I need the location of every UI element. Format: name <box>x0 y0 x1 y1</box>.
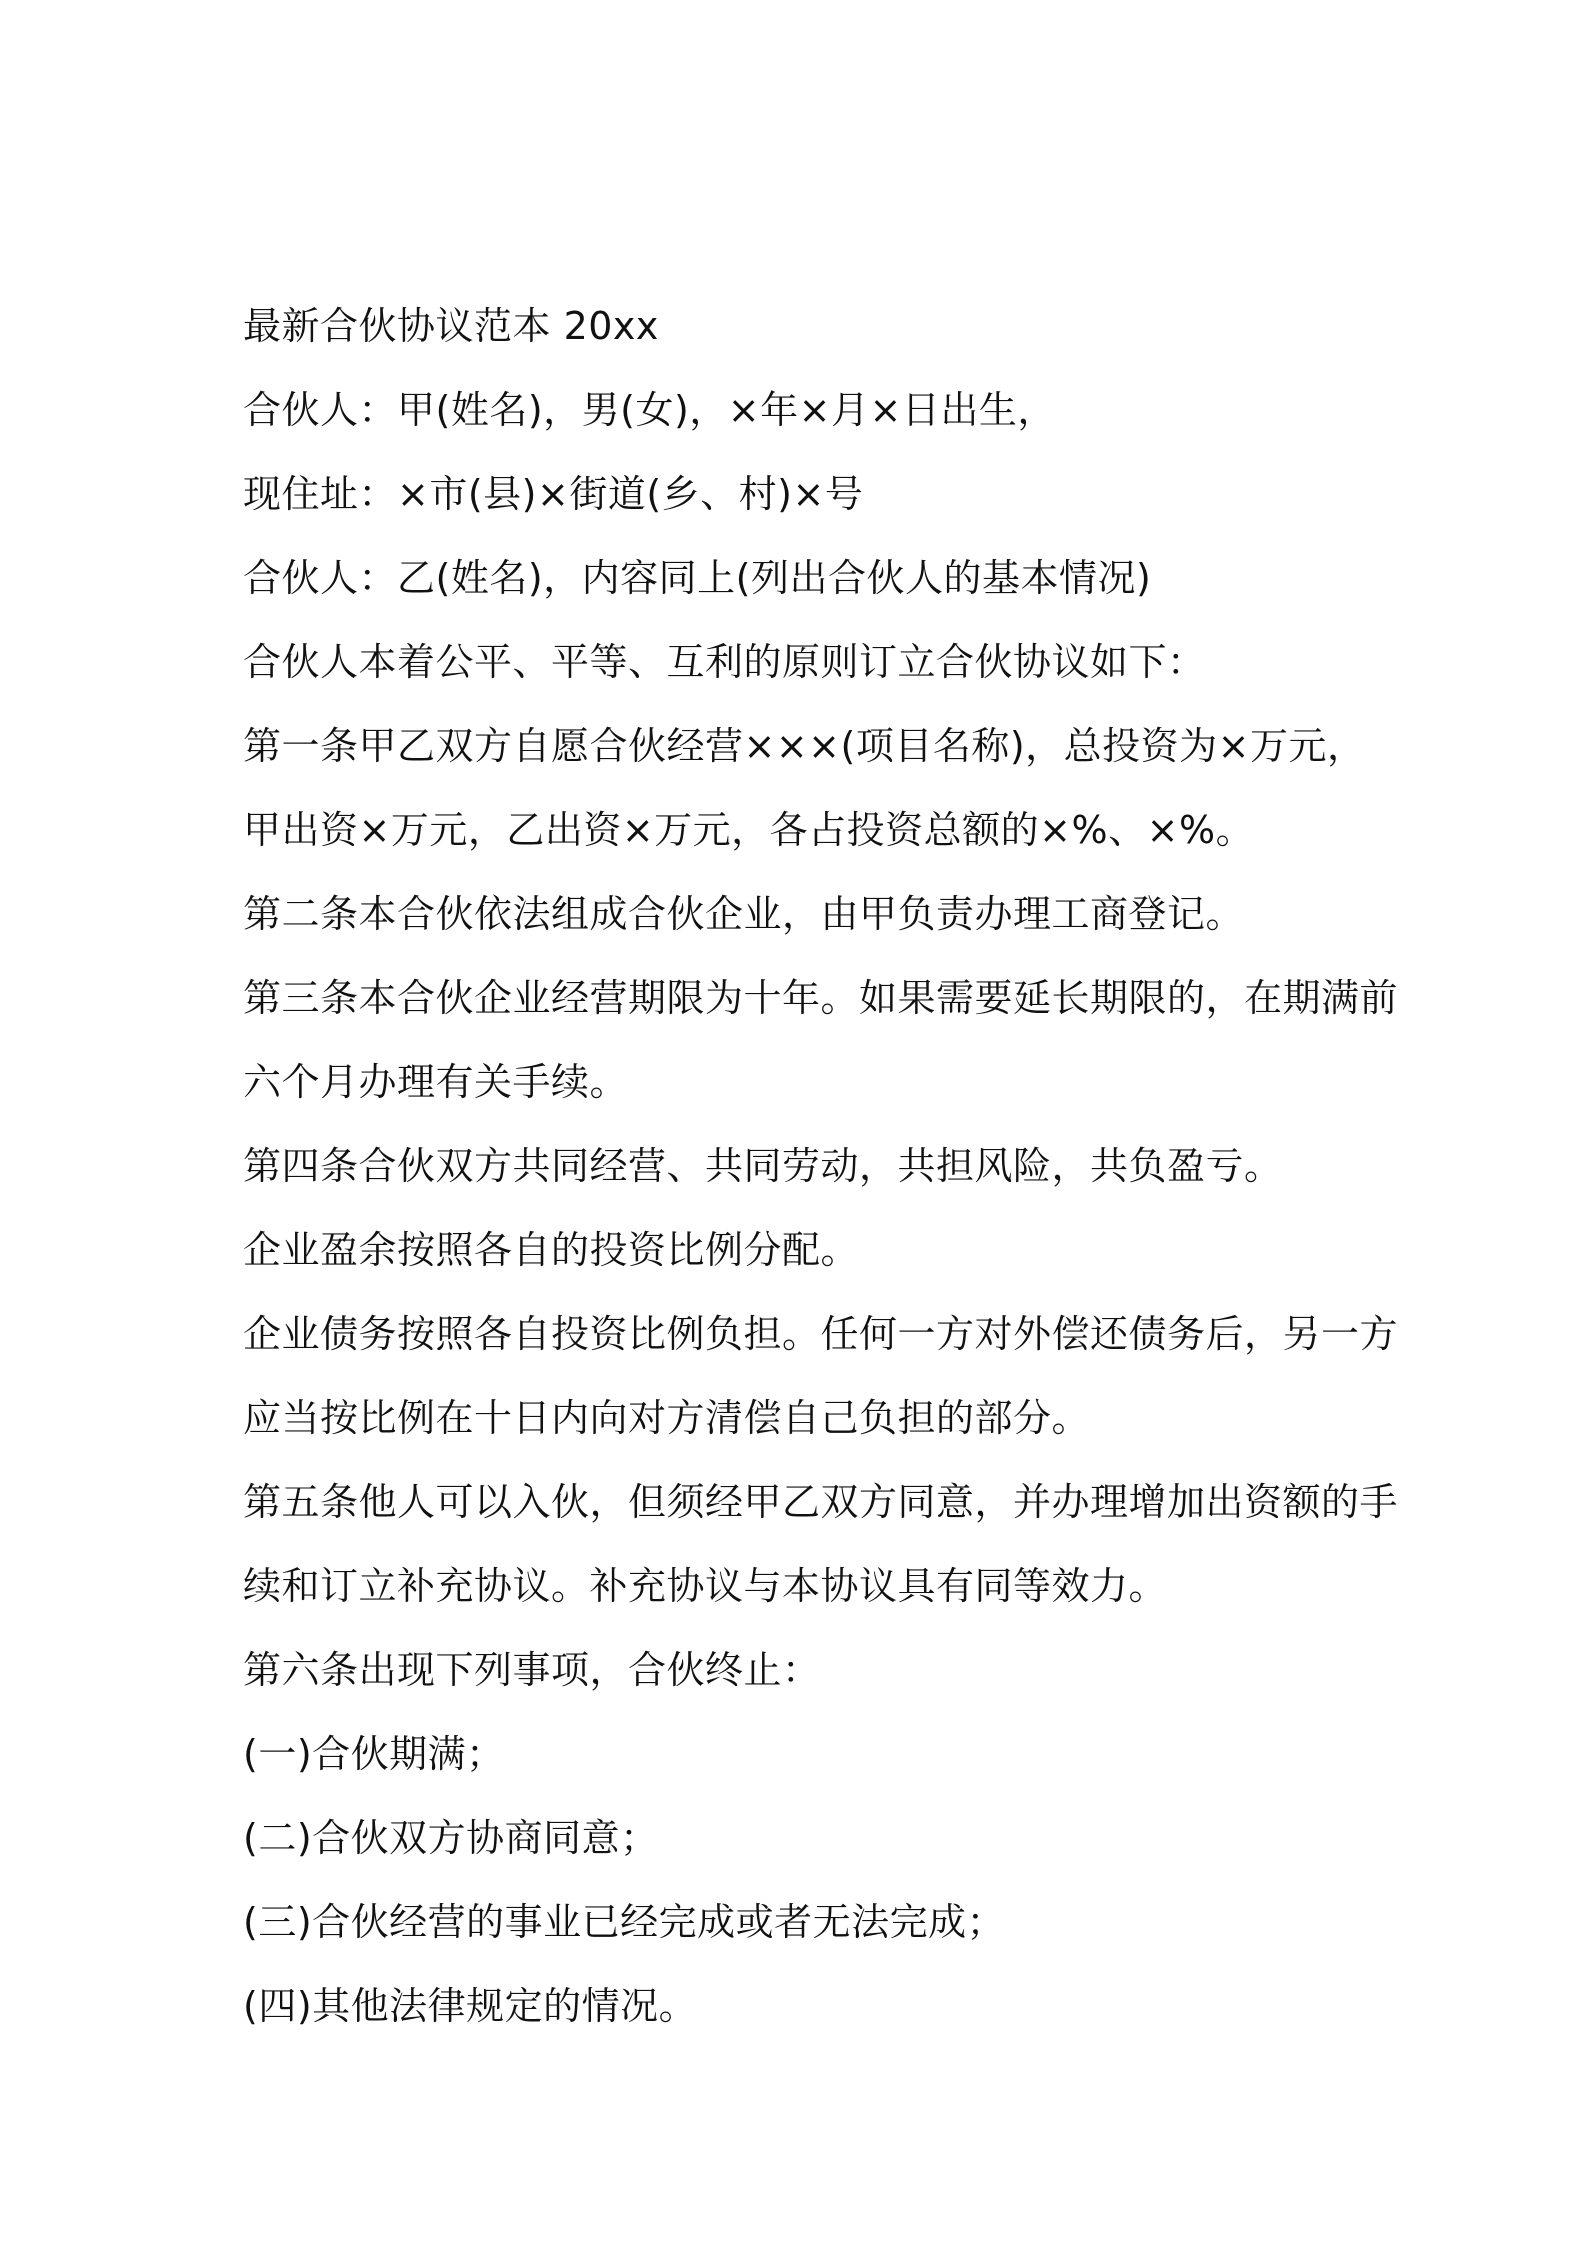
termination-item-4: (四)其他法律规定的情况。 <box>243 1984 698 2028</box>
article-4: 第四条合伙双方共同经营、共同劳动，共担风险，共负盈亏。 <box>243 1144 1283 1188</box>
partner-b-info: 合伙人：乙(姓名)，内容同上(列出合伙人的基本情况) <box>243 556 1152 600</box>
article-6: 第六条出现下列事项，合伙终止： <box>243 1648 821 1692</box>
document-body <box>243 284 1399 2048</box>
partner-a-address: 现住址：×市(县)×街道(乡、村)×号 <box>243 472 864 516</box>
partner-a-info: 合伙人：甲(姓名)，男(女)，×年×月×日出生， <box>243 388 1056 432</box>
article-2: 第二条本合伙依法组成合伙企业，由甲负责办理工商登记。 <box>243 892 1245 936</box>
article-1-line-1: 第一条甲乙双方自愿合伙经营×××(项目名称)，总投资为×万元， <box>243 724 1366 768</box>
termination-item-3: (三)合伙经营的事业已经完成或者无法完成； <box>243 1900 1006 1944</box>
article-3-line-1: 第三条本合伙企业经营期限为十年。如果需要延长期限的，在期满前 <box>243 976 1399 1020</box>
termination-item-1: (一)合伙期满； <box>243 1732 505 1776</box>
profit-distribution: 企业盈余按照各自的投资比例分配。 <box>243 1228 860 1272</box>
article-5-line-1: 第五条他人可以入伙，但须经甲乙双方同意，并办理增加出资额的手 <box>243 1480 1399 1524</box>
debt-sharing-line-2: 应当按比例在十日内向对方清偿自己负担的部分。 <box>243 1396 1091 1440</box>
termination-item-2: (二)合伙双方协商同意； <box>243 1816 659 1860</box>
agreement-preamble: 合伙人本着公平、平等、互利的原则订立合伙协议如下： <box>243 640 1206 684</box>
document-title: 最新合伙协议范本 20xx <box>243 304 659 348</box>
debt-sharing-line-1: 企业债务按照各自投资比例负担。任何一方对外偿还债务后，另一方 <box>243 1312 1399 1356</box>
article-5-line-2: 续和订立补充协议。补充协议与本协议具有同等效力。 <box>243 1564 1168 1608</box>
article-3-line-2: 六个月办理有关手续。 <box>243 1060 629 1104</box>
article-1-line-2: 甲出资×万元，乙出资×万元，各占投资总额的×%、×%。 <box>243 808 1255 852</box>
